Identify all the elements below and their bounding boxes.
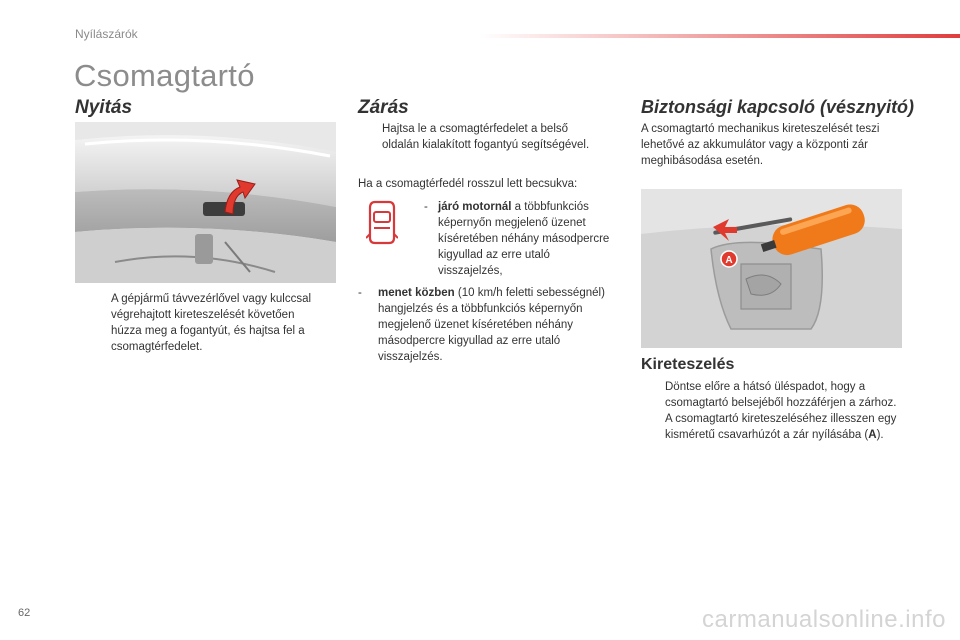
item2-bold: menet közben xyxy=(378,287,455,299)
col3-bullet2-bold: A xyxy=(868,429,877,441)
item1-bold: járó motornál xyxy=(438,201,512,213)
bullet-mark xyxy=(358,121,382,153)
item2-rest: (10 km/h feletti sebességnél) hangjelzés és a többfunkciós képernyőn megjelenő üzenet kíséretében néhány másodpercre kigyullad az erre utaló visszajelzés. xyxy=(378,287,605,363)
col2-item2 xyxy=(358,285,620,365)
bullet-mark xyxy=(641,411,665,443)
bullet-mark xyxy=(87,291,111,355)
col1-bullet xyxy=(87,291,327,355)
col3-bullets xyxy=(641,379,911,443)
col1-text: A gépjármű távvezérlővel vagy kulccsal végrehajtott kireteszelését követően húzza meg a fogantyút, és hajtsa fel a csomagtérfedelet. xyxy=(111,293,312,353)
trunk-handle-photo xyxy=(75,122,336,283)
col3-intro: A csomagtartó mechanikus kireteszelését teszi lehetővé az akkumulátor vagy a központi zár meghibásodása esetén. xyxy=(641,123,880,167)
item1-rest: a többfunkciós képernyőn megjelenő üzenet kíséretében néhány másodpercre kigyullad az erre utaló visszajelzés, xyxy=(438,201,610,277)
trunk-open-warning-icon xyxy=(366,198,398,246)
col3-bullet1: Döntse előre a hátsó üléspadot, hogy a csomagtartó belsejéből hozzáférjen a zárhoz. xyxy=(665,381,897,409)
page-title: Csomagtartó xyxy=(74,58,255,93)
heading-zaras: Zárás xyxy=(358,97,409,118)
col2-bullet xyxy=(358,121,608,153)
col2-bullet-text: Hajtsa le a csomagtérfedelet a belső oldalán kialakított fogantyú segítségével. xyxy=(382,123,590,151)
bullet-mark xyxy=(641,379,665,411)
heading-biztonsagi: Biztonsági kapcsoló (vésznyitó) xyxy=(641,97,915,117)
col3-bullet2-post: ). xyxy=(876,429,884,441)
col2-intro: Ha a csomagtérfedél rosszul lett becsukva: xyxy=(358,178,578,190)
dash: - xyxy=(358,287,362,299)
page-number: 62 xyxy=(18,607,31,619)
heading-kireteszeles: Kireteszelés xyxy=(641,356,735,373)
watermark: carmanualsonline.info xyxy=(702,606,946,633)
col2-item1 xyxy=(424,199,614,279)
emergency-release-photo xyxy=(641,189,902,348)
dash: - xyxy=(424,201,428,213)
section-header: Nyílászárók xyxy=(75,27,138,41)
photo-label-a: A xyxy=(725,255,733,266)
heading-nyitas: Nyitás xyxy=(75,97,133,118)
header-accent-line xyxy=(480,34,960,38)
col3-bullet2-pre: A csomagtartó kireteszeléséhez illesszen egy kisméretű csavarhúzót a zár nyílásába ( xyxy=(665,413,897,441)
